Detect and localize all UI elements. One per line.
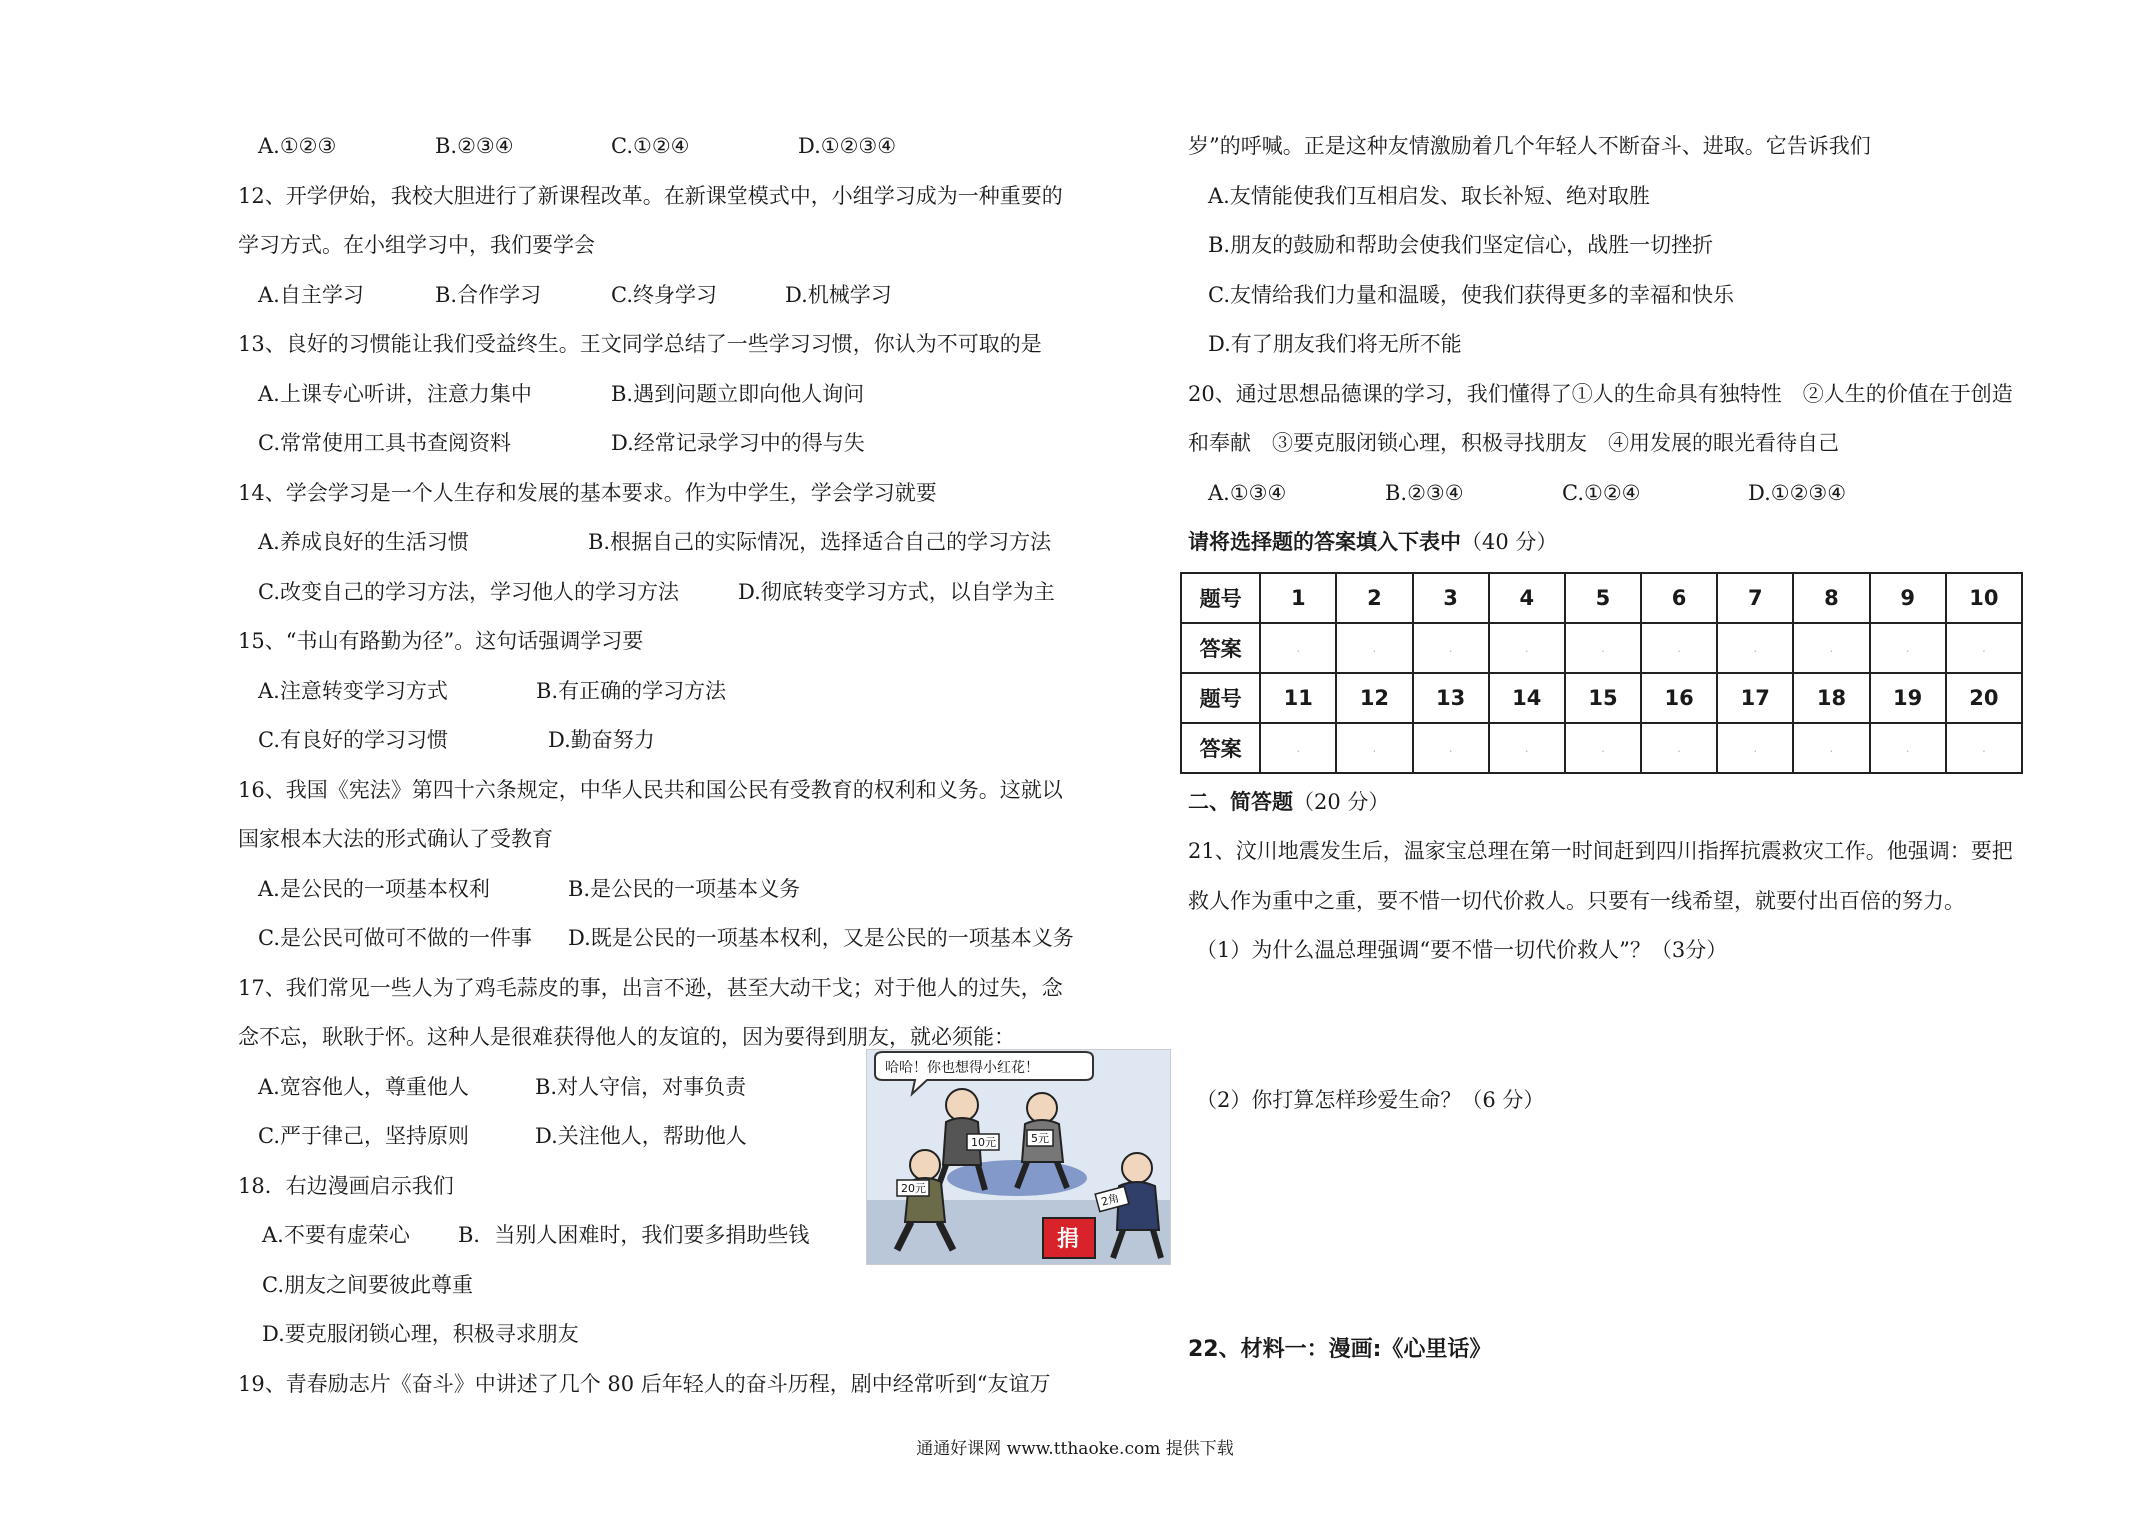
q19-option-a: A.友情能使我们互相启发、取长补短、绝对取胜 xyxy=(1208,183,1650,208)
q17-option-b: B.对人守信，对事负责 xyxy=(535,1074,747,1099)
answer-cell[interactable]: . xyxy=(1260,623,1336,673)
q20-option-c: C.①②④ xyxy=(1562,480,1641,505)
answer-cell[interactable]: . xyxy=(1413,723,1489,773)
answer-cell[interactable]: . xyxy=(1336,723,1412,773)
q20-stem-1: 20、通过思想品德课的学习，我们懂得了①人的生命具有独特性 ②人生的价值在于创造 xyxy=(1188,381,2013,406)
q21-sub-2-answer-space[interactable] xyxy=(1188,1125,2068,1325)
answer-cell[interactable]: . xyxy=(1641,623,1717,673)
q17-stem-1: 17、我们常见一些人为了鸡毛蒜皮的事，出言不逊，甚至大动干戈；对于他人的过失，念 xyxy=(238,975,1063,1000)
answer-cell[interactable]: . xyxy=(1641,723,1717,773)
q19-option-c: C.友情给我们力量和温暖，使我们获得更多的幸福和快乐 xyxy=(1208,282,1734,307)
cartoon-tag-5yuan: 5元 xyxy=(1031,1132,1049,1145)
q20-stem-2: 和奉献 ③要克服闭锁心理，积极寻找朋友 ④用发展的眼光看待自己 xyxy=(1188,431,1839,455)
q12-options xyxy=(238,271,1108,321)
answer-table-qnum: 19 xyxy=(1870,673,1946,723)
q20-options xyxy=(1188,469,2068,519)
answer-table-qnum: 20 xyxy=(1946,673,2022,723)
q13-option-d: D.经常记录学习中的得与失 xyxy=(611,431,865,455)
answer-table-qnum: 5 xyxy=(1565,573,1641,623)
q18-stem: 18．右边漫画启示我们 xyxy=(238,1173,454,1198)
answer-cell[interactable]: . xyxy=(1946,723,2022,773)
answer-table-row-numbers-2 xyxy=(1181,673,2022,723)
q16-stem-2: 国家根本大法的形式确认了受教育 xyxy=(238,827,553,851)
cartoon-tag-2jiao: 2角 xyxy=(1099,1191,1121,1209)
q21-stem-2: 救人作为重中之重，要不惜一切代价救人。只要有一线希望，就要付出百倍的努力。 xyxy=(1188,888,1965,913)
cartoon-speech-text: 哈哈！你也想得小红花！ xyxy=(885,1060,1039,1076)
q17-option-d: D.关注他人，帮助他人 xyxy=(535,1124,747,1148)
answer-table-header: 题号 xyxy=(1181,673,1260,723)
answer-table-title xyxy=(1188,518,2068,568)
q15-option-a: A.注意转变学习方式 xyxy=(258,678,448,703)
q11-option-c: C.①②④ xyxy=(611,134,690,158)
q14-option-a: A.养成良好的生活习惯 xyxy=(258,530,469,554)
answer-table-qnum: 18 xyxy=(1793,673,1869,723)
answer-cell[interactable]: . xyxy=(1946,623,2022,673)
cartoon-illustration xyxy=(867,1050,1170,1264)
section-2-title-text: 二、简答题 xyxy=(1188,789,1293,814)
q19-stem-continued: 岁”的呼喊。正是这种友情激励着几个年轻人不断奋斗、进取。它告诉我们 xyxy=(1188,134,1871,158)
answer-cell[interactable]: . xyxy=(1717,623,1793,673)
answer-table-qnum: 8 xyxy=(1793,573,1869,623)
q11-option-b: B.②③④ xyxy=(435,134,514,158)
q18-option-d-row xyxy=(238,1310,1108,1360)
answer-table-header: 答案 xyxy=(1181,623,1260,673)
answer-cell[interactable]: . xyxy=(1565,723,1641,773)
cartoon-tag-20yuan: 20元 xyxy=(901,1182,926,1195)
q14-option-c: C.改变自己的学习方法，学习他人的学习方法 xyxy=(258,579,679,604)
q18-option-b: B．当别人困难时，我们要多捐助些钱 xyxy=(458,1223,810,1247)
q19-option-b: B.朋友的鼓励和帮助会使我们坚定信心，战胜一切挫折 xyxy=(1208,233,1714,257)
q12-option-d: D.机械学习 xyxy=(785,282,892,307)
q11-option-a: A.①②③ xyxy=(258,134,337,158)
q20-option-b: B.②③④ xyxy=(1385,480,1464,505)
q13-option-c: C.常常使用工具书查阅资料 xyxy=(258,431,511,455)
answer-table-qnum: 17 xyxy=(1717,673,1793,723)
answer-table-qnum: 13 xyxy=(1413,673,1489,723)
answer-table-qnum: 16 xyxy=(1641,673,1717,723)
answer-table-qnum: 7 xyxy=(1717,573,1793,623)
q19-option-d: D.有了朋友我们将无所不能 xyxy=(1208,332,1462,356)
q14-options-row2 xyxy=(238,568,1108,618)
q12-option-a: A.自主学习 xyxy=(258,282,364,307)
q15-option-c: C.有良好的学习习惯 xyxy=(258,728,448,752)
q11-option-d: D.①②③④ xyxy=(798,134,897,158)
answer-cell[interactable]: . xyxy=(1489,623,1565,673)
answer-table-score: （40 分） xyxy=(1461,530,1558,554)
q21-sub-1-answer-space[interactable] xyxy=(1188,976,2068,1076)
q14-stem: 14、学会学习是一个人生存和发展的基本要求。作为中学生，学会学习就要 xyxy=(238,480,937,505)
answer-cell[interactable]: . xyxy=(1565,623,1641,673)
q16-option-d: D.既是公民的一项基本权利，又是公民的一项基本义务 xyxy=(568,926,1074,950)
q14-option-d: D.彻底转变学习方式，以自学为主 xyxy=(738,579,1055,604)
section-2-title xyxy=(1188,778,2068,828)
q19-stem: 19、青春励志片《奋斗》中讲述了几个 80 后年轻人的奋斗历程，剧中经常听到“友谊万 xyxy=(238,1371,1051,1396)
answer-table-row-numbers-1 xyxy=(1181,573,2022,623)
q13-options-row2 xyxy=(238,419,1108,469)
q18-option-c: C.朋友之间要彼此尊重 xyxy=(262,1272,473,1297)
q13-option-a: A.上课专心听讲，注意力集中 xyxy=(258,381,532,406)
answer-table xyxy=(1180,572,2023,774)
answer-table-qnum: 11 xyxy=(1260,673,1336,723)
q17-stem-2: 念不忘，耿耿于怀。这种人是很难获得他人的友谊的，因为要得到朋友，就必须能： xyxy=(238,1025,1015,1049)
answer-table-row-answers-2 xyxy=(1181,723,2022,773)
q12-option-b: B.合作学习 xyxy=(435,282,542,307)
answer-table-qnum: 12 xyxy=(1336,673,1412,723)
answer-table-qnum: 15 xyxy=(1565,673,1641,723)
right-column xyxy=(1188,122,2068,1375)
cartoon-donate-box-text: 捐 xyxy=(1057,1227,1080,1252)
q22-stem: 22、材料一：漫画:《心里话》 xyxy=(1188,1337,1492,1362)
q12-stem-2: 学习方式。在小组学习中，我们要学会 xyxy=(238,233,595,257)
q13-option-b: B.遇到问题立即向他人询问 xyxy=(611,381,865,406)
q20-option-d: D.①②③④ xyxy=(1748,480,1847,505)
q12-option-c: C.终身学习 xyxy=(611,282,717,307)
answer-table-qnum: 9 xyxy=(1870,573,1946,623)
answer-cell[interactable]: . xyxy=(1260,723,1336,773)
q12-stem-1: 12、开学伊始，我校大胆进行了新课程改革。在新课堂模式中，小组学习成为一种重要的 xyxy=(238,183,1063,208)
cartoon-image xyxy=(866,1049,1171,1265)
cartoon-tag-10yuan: 10元 xyxy=(971,1136,996,1149)
q21-stem-1: 21、汶川地震发生后，温家宝总理在第一时间赶到四川指挥抗震救灾工作。他强调：要把 xyxy=(1188,839,2013,863)
answer-table-qnum: 3 xyxy=(1413,573,1489,623)
answer-cell[interactable]: . xyxy=(1793,623,1869,673)
q14-option-b: B.根据自己的实际情况，选择适合自己的学习方法 xyxy=(588,530,1052,554)
q13-options-row1 xyxy=(238,370,1108,420)
answer-cell[interactable]: . xyxy=(1793,723,1869,773)
answer-table-qnum: 4 xyxy=(1489,573,1565,623)
q13-stem: 13、良好的习惯能让我们受益终生。王文同学总结了一些学习习惯，你认为不可取的是 xyxy=(238,332,1042,356)
q16-stem-1: 16、我国《宪法》第四十六条规定，中华人民共和国公民有受教育的权利和义务。这就以 xyxy=(238,777,1063,802)
q17-option-c: C.严于律己，坚持原则 xyxy=(258,1124,469,1148)
q21-sub-1: （1）为什么温总理强调“要不惜一切代价救人”？（3分） xyxy=(1196,938,1728,962)
answer-table-header: 答案 xyxy=(1181,723,1260,773)
answer-cell[interactable]: . xyxy=(1413,623,1489,673)
answer-table-row-answers-1 xyxy=(1181,623,2022,673)
q15-option-d: D.勤奋努力 xyxy=(548,728,655,752)
answer-table-qnum: 10 xyxy=(1946,573,2022,623)
answer-table-qnum: 6 xyxy=(1641,573,1717,623)
answer-cell[interactable]: . xyxy=(1336,623,1412,673)
answer-table-qnum: 1 xyxy=(1260,573,1336,623)
answer-cell[interactable]: . xyxy=(1717,723,1793,773)
q18-option-a: A.不要有虚荣心 xyxy=(262,1223,410,1247)
q18-option-c-row xyxy=(238,1261,1108,1311)
answer-table-header: 题号 xyxy=(1181,573,1260,623)
q14-options-row1 xyxy=(238,518,1108,568)
q18-option-d: D.要克服闭锁心理，积极寻求朋友 xyxy=(262,1322,579,1346)
answer-table-qnum: 2 xyxy=(1336,573,1412,623)
q16-option-a: A.是公民的一项基本权利 xyxy=(258,876,490,901)
q16-options-row1 xyxy=(238,865,1108,915)
page-footer: 通通好课网 www.tthaoke.com 提供下载 xyxy=(916,1439,1234,1459)
answer-cell[interactable]: . xyxy=(1870,623,1946,673)
q15-options-row2 xyxy=(238,716,1108,766)
q15-option-b: B.有正确的学习方法 xyxy=(536,678,727,703)
q15-stem: 15、“书山有路勤为径”。这句话强调学习要 xyxy=(238,629,644,653)
q17-option-a: A.宽容他人，尊重他人 xyxy=(258,1074,469,1099)
q16-options-row2 xyxy=(238,914,1108,964)
q20-option-a: A.①③④ xyxy=(1208,480,1287,505)
q15-options-row1 xyxy=(238,667,1108,717)
q16-option-b: B.是公民的一项基本义务 xyxy=(568,876,801,901)
q21-sub-2: （2）你打算怎样珍爱生命？（6 分） xyxy=(1196,1087,1545,1112)
answer-cell[interactable]: . xyxy=(1870,723,1946,773)
answer-table-qnum: 14 xyxy=(1489,673,1565,723)
answer-table-title-text: 请将选择题的答案填入下表中 xyxy=(1188,530,1461,554)
section-2-score: （20 分） xyxy=(1293,789,1390,814)
q11-options xyxy=(238,122,1108,172)
answer-cell[interactable]: . xyxy=(1489,723,1565,773)
q16-option-c: C.是公民可做可不做的一件事 xyxy=(258,926,532,950)
